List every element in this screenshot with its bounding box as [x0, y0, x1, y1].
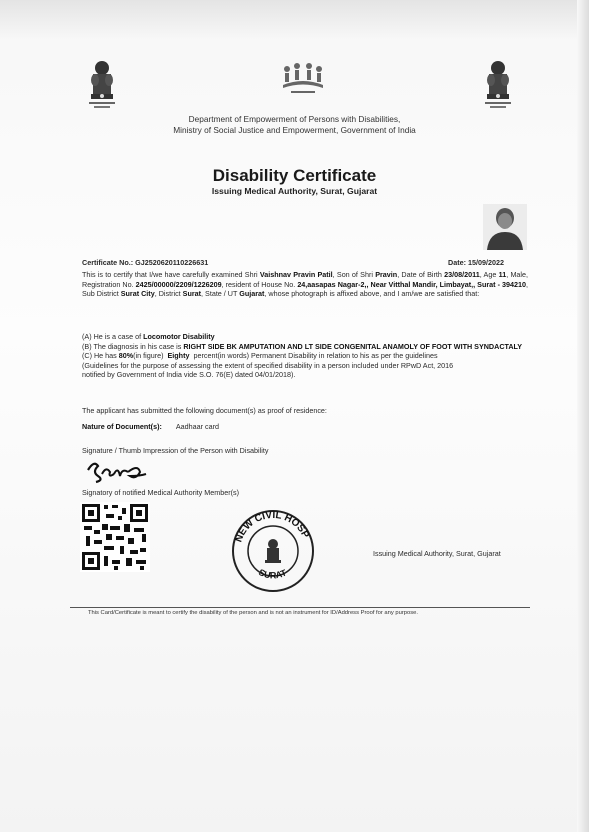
- certificate-number: GJ2520620110226631: [135, 258, 209, 267]
- applicant-name: Vaishnav Pravin Patil: [259, 270, 333, 279]
- registration-number: 2425/00000/2209/1226209: [135, 279, 222, 289]
- date-value: 15/09/2022: [467, 258, 504, 267]
- father-name: Pravin: [375, 270, 398, 279]
- text-segment: , resident of House No.: [221, 279, 296, 289]
- disability-type: Locomotor Disability: [143, 332, 215, 341]
- department-line: Department of Empowerment of Persons with Disabilities,: [188, 114, 401, 124]
- stamp-top-text: NEW CIVIL HOSP: [233, 509, 311, 544]
- documents-value: Aadhaar card: [175, 422, 220, 431]
- hospital-stamp-icon: [228, 506, 318, 596]
- national-emblem-right-icon: [480, 58, 516, 118]
- text-segment: , District: [154, 289, 181, 299]
- applicant-signature-label: Signature / Thumb Impression of the Person with Disability: [82, 446, 269, 455]
- certificate-subtitle: Issuing Medical Authority, Surat, Gujarat: [211, 186, 378, 196]
- stamp-bottom-text: SURAT: [257, 567, 288, 581]
- text-segment: This is to certify that I/we have carefully examined Shri: [82, 270, 258, 279]
- scan-shadow-top: [0, 0, 589, 40]
- certificate-number-label: Certificate No.:: [82, 258, 134, 267]
- certificate-title: Disability Certificate: [212, 166, 377, 185]
- text-segment: , Age: [479, 270, 497, 279]
- certificate-number-row: [82, 258, 208, 268]
- text-segment: , whose photograph is affixed above, and I am/we are satisfied that:: [264, 289, 480, 299]
- date-of-birth: 23/08/2011: [444, 270, 480, 279]
- text-segment: , State / UT: [201, 289, 238, 299]
- certification-paragraph: [82, 270, 528, 299]
- applicant-photo: [483, 204, 527, 250]
- district-value: Surat: [182, 289, 202, 299]
- finding-b: [82, 342, 528, 352]
- state-value: Gujarat: [239, 289, 265, 299]
- address-value: 24,aasapas Nagar-2,, Near Vitthal Mandir, Limbayat,, Surat - 394210: [297, 279, 527, 289]
- text-segment: , Sub District: [82, 279, 529, 299]
- finding-b-label: (B) The diagnosis in his case is: [82, 341, 182, 351]
- finding-a-label: (A) He is a case of: [82, 332, 142, 341]
- documents-row: [82, 422, 219, 432]
- ministry-line: Ministry of Social Justice and Empowerment, Government of India: [173, 125, 416, 135]
- disability-percent-words: Eighty: [167, 351, 190, 361]
- age-value: 11: [498, 270, 507, 279]
- sub-district-value: Surat City: [120, 289, 155, 299]
- text-segment: , Date of Birth: [397, 270, 442, 279]
- text-segment: (in figure): [133, 351, 164, 361]
- person-photo-icon: [483, 204, 527, 250]
- footer-divider: [70, 607, 530, 608]
- qr-code-icon: [80, 502, 150, 572]
- national-emblem-left-icon: [84, 58, 120, 118]
- text-segment: , Male, Registration No.: [82, 270, 529, 289]
- documents-intro: The applicant has submitted the following document(s) as proof of residence:: [82, 406, 327, 415]
- disability-percent: 80%: [118, 351, 134, 361]
- authority-signature-label: Signatory of notified Medical Authority Member(s): [82, 488, 239, 497]
- date-row: [448, 258, 504, 268]
- finding-c: [82, 351, 528, 361]
- date-label: Date:: [448, 258, 466, 267]
- notification-line: notified by Government of India vide S.O. 76(E) dated 04/01/2018).: [82, 370, 296, 380]
- text-segment: percent(in words) Permanent Disability in relation to his as per the guidelines: [193, 351, 438, 361]
- footer-note: This Card/Certificate is meant to certify the disability of the person and is not an instrument for ID/Address Proof for any purpose.: [88, 610, 418, 616]
- documents-label: Nature of Document(s):: [82, 422, 162, 431]
- finding-a: [82, 332, 528, 342]
- diagnosis-value: RIGHT SIDE BK AMPUTATION AND LT SIDE CONGENITAL ANAMOLY OF FOOT WITH SYNDACTALY: [183, 341, 523, 351]
- applicant-signature-image: [84, 456, 150, 484]
- issuing-authority-label: Issuing Medical Authority, Surat, Gujarat: [373, 549, 501, 558]
- accessible-india-logo-icon: [279, 59, 327, 99]
- finding-c-label: (C) He has: [82, 351, 117, 361]
- findings-block: [82, 332, 528, 380]
- text-segment: , Son of Shri: [332, 270, 373, 279]
- guidelines-line: (Guidelines for the purpose of assessing the extent of specified disability in a person included under RPwD Act, 2016: [82, 360, 454, 370]
